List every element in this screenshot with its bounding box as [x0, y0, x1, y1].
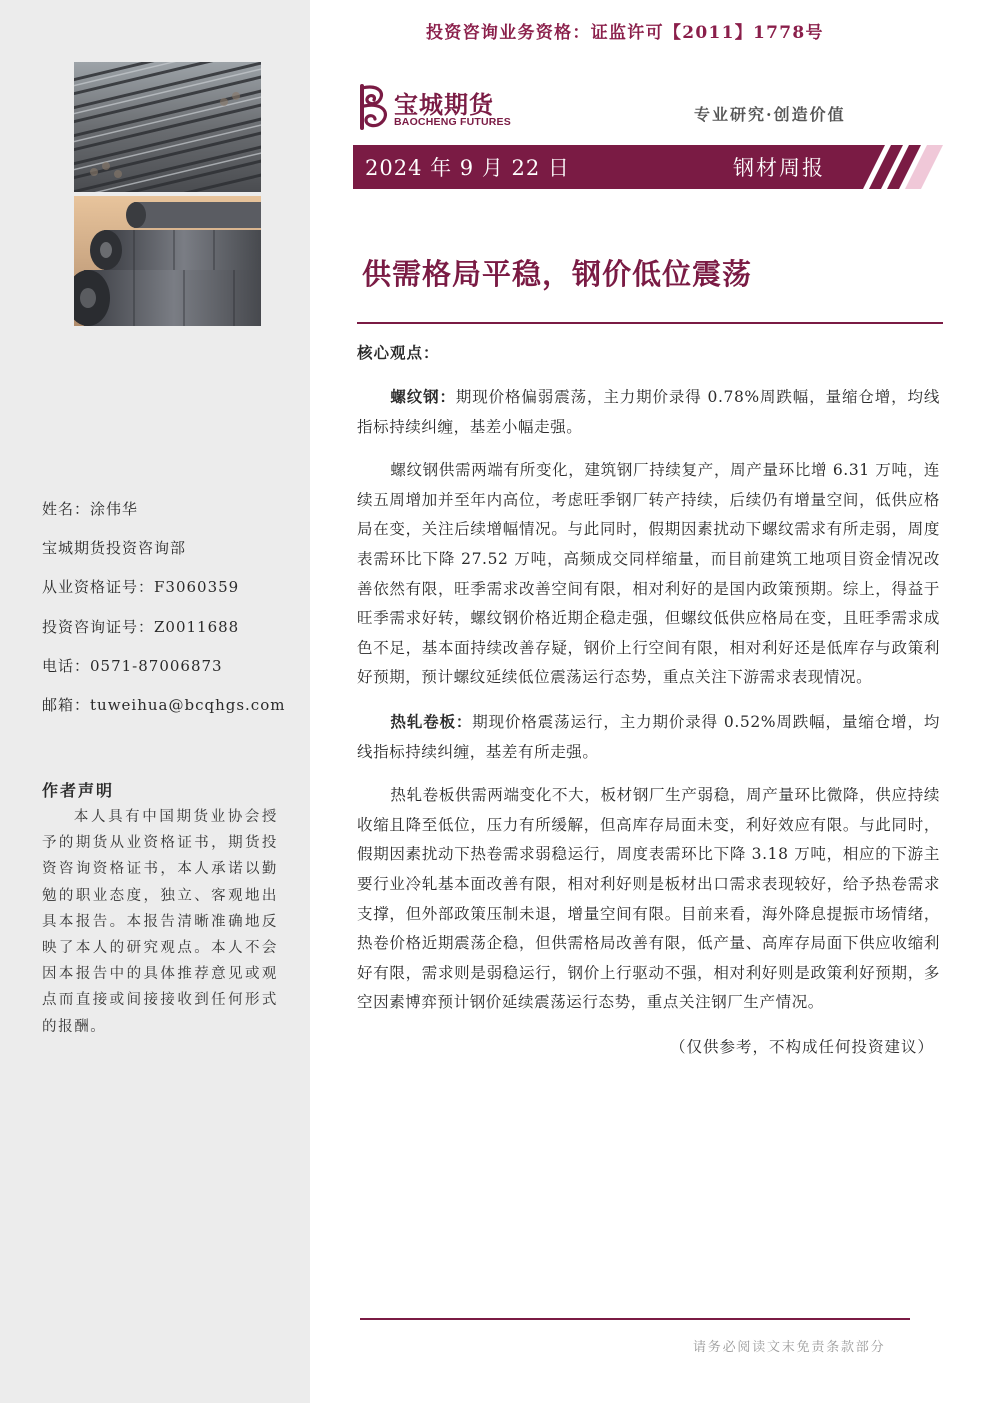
- hrc-label: 热轧卷板：: [390, 711, 473, 731]
- hrc-summary: 热轧卷板：期现价格震荡运行，主力期价录得 0.52%周跌幅，量缩仓增，均线指标持续纠缠，基差有所走强。: [357, 711, 940, 761]
- report-content: [357, 338, 940, 1062]
- author-phone: 电话：0571-87006873: [42, 656, 223, 675]
- slogan: 专业研究·创造价值: [694, 105, 846, 124]
- author-license-2: 投资咨询证号：Z0011688: [42, 617, 240, 636]
- author-info: [42, 494, 302, 729]
- company-logo: 宝城期货 BAOCHENG FUTURES: [356, 84, 526, 132]
- rebar-label: 螺纹钢：: [390, 387, 456, 406]
- logo-b-icon: [356, 84, 390, 130]
- date-banner: [353, 145, 943, 189]
- sidebar: [0, 0, 310, 1403]
- hrc-detail: 热轧卷板供需两端变化不大，板材钢厂生产弱稳，周产量环比微降，供应持续收缩且降至低位，压力有所缓解，但高库存局面未变，利好效应有限。与此同时，假期因素扰动下热卷需求弱稳运行，周度表需环比下降 3.18 万吨，相应的下游主要行业冷轧基本面改善有限，相对利好则是板材出口需求表现较好，给予热卷需求支撑，但外部政策压制未退，增量空间有限。目前来看，海外降息提振市场情绪，热卷价格近期震荡企稳，但供需格局改善有限，低产量、高库存局面下供应收缩利好有限，需求则是弱稳运行，钢价上行驱动不强，相对利好则是政策利好预期，多空因素博弈预计钢价延续震荡运行态势，重点关注钢厂生产情况。: [357, 786, 940, 1012]
- report-type: 钢材周报: [733, 156, 825, 180]
- report-title: 供需格局平稳，钢价低位震荡: [362, 257, 753, 291]
- disclaimer-note: （仅供参考，不构成任何投资建议）: [669, 1037, 934, 1056]
- license-text: 投资咨询业务资格：证监许可【2011】1778号: [426, 23, 824, 43]
- report-date: 2024 年 9 月 22 日: [365, 156, 570, 180]
- title-divider: [357, 322, 943, 324]
- rebar-photo: [74, 62, 261, 192]
- footer-note: 请务必阅读文末免责条款部分: [693, 1340, 886, 1355]
- author-name: 姓名：涂伟华: [42, 500, 139, 518]
- rebar-detail: 螺纹钢供需两端有所变化，建筑钢厂持续复产，周产量环比增 6.31 万吨，连续五周增加并至年内高位，考虑旺季钢厂转产持续，后续仍有增量空间，低供应格局在变，关注后续增幅情况。与此同时，假期因素扰动下螺纹需求有所走弱，周度表需环比下降 27.52 万吨，高频成交同样缩量，而目前建筑工地项目资金情况改善依然有限，旺季需求改善空间有限，相对利好的是国内政策预期。综上，得益于旺季需求好转，螺纹钢价格近期企稳走强，但螺纹低供应格局在变，且旺季需求成色不足，基本面持续改善存疑，钢价上行空间有限，相对利好还是低库存与政策利好预期，预计螺纹延续低位震荡运行态势，重点关注下游需求表现情况。: [357, 461, 940, 687]
- core-view-heading: 核心观点：: [357, 343, 440, 362]
- declaration-text: 本人具有中国期货业协会授予的期货从业资格证书，期货投资咨询资格证书，本人承诺以勤勉的职业态度，独立、客观地出具本报告。本报告清晰准确地反映了本人的研究观点。本人不会因本报告中的具体推荐意见或观点而直接或间接接收到任何形式的报酬。: [42, 809, 278, 1035]
- steel-coil-photo: [74, 196, 261, 326]
- footer-divider: [360, 1318, 910, 1320]
- author-license-1: 从业资格证号：F3060359: [42, 578, 240, 597]
- author-email[interactable]: 邮箱：tuweihua@bcqhgs.com: [42, 695, 286, 714]
- author-dept: 宝城期货投资咨询部: [42, 539, 187, 558]
- rebar-summary: 螺纹钢：期现价格偏弱震荡，主力期价录得 0.78%周跌幅，量缩仓增，均线指标持续纠缠，基差小幅走强。: [357, 387, 941, 436]
- declaration-title: 作者声明: [42, 781, 115, 800]
